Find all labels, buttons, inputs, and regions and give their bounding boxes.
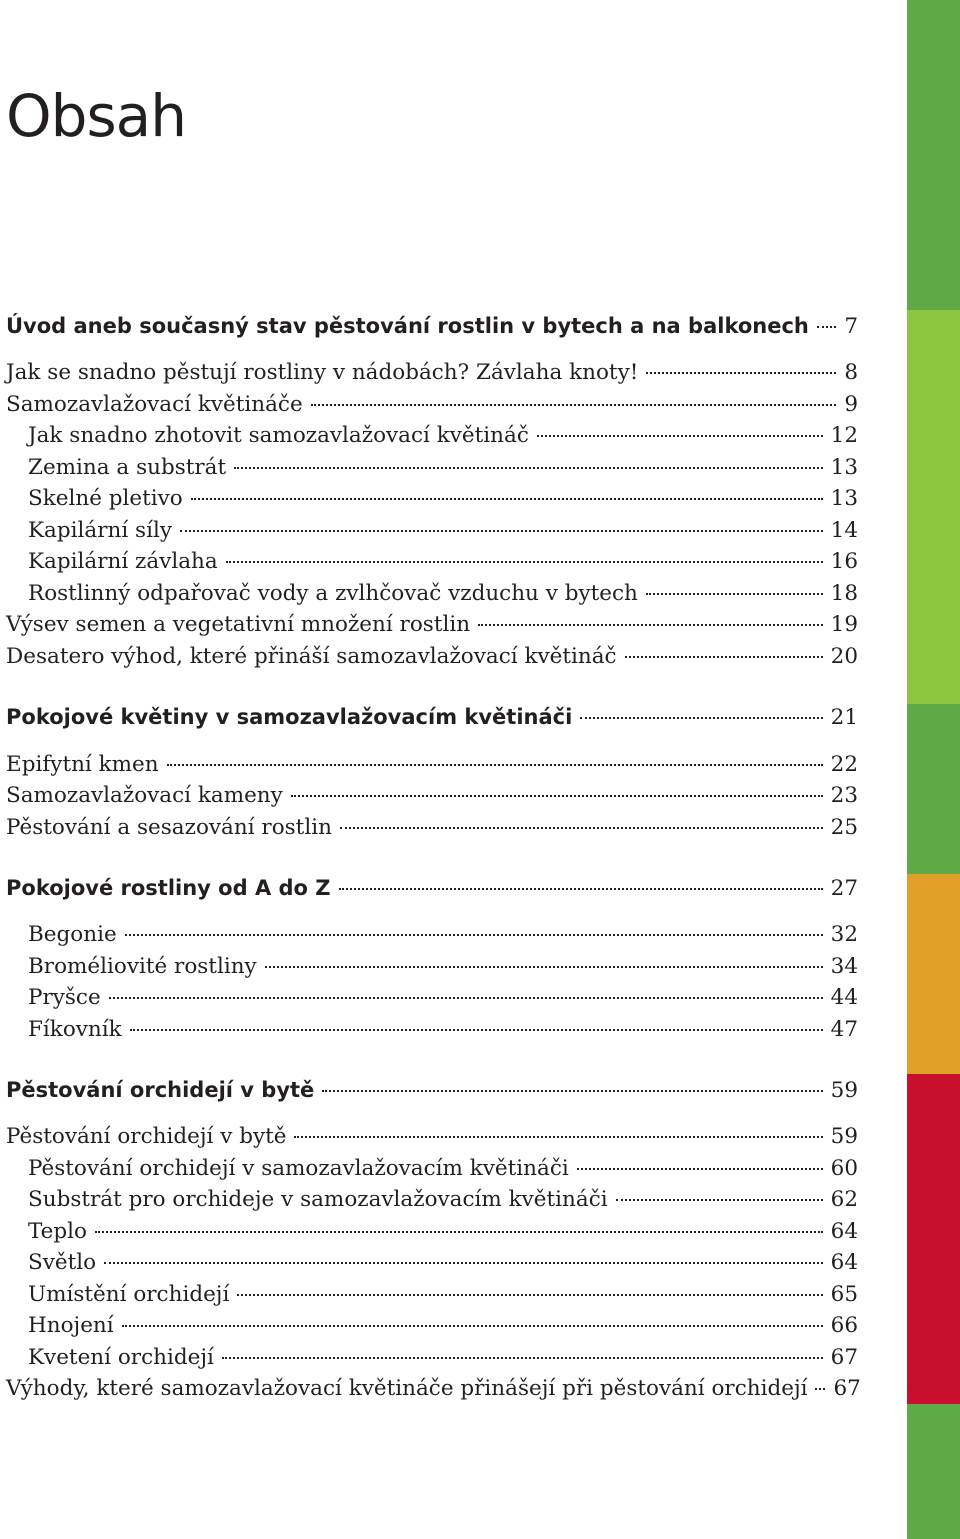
toc-entry-title: Pěstování orchidejí v samozavlažovacím květináči [28, 1156, 569, 1181]
toc-entry [28, 985, 858, 1017]
toc-dot-leader [646, 593, 823, 595]
toc-entry-title: Rostlinný odpařovač vody a zvlhčovač vzduchu v bytech [28, 581, 638, 606]
toc-entry [28, 1219, 858, 1251]
toc-entry [28, 423, 858, 455]
toc-entry [28, 549, 858, 581]
toc-dot-leader [130, 1029, 823, 1031]
toc-dot-leader [167, 764, 823, 766]
toc-dot-leader [234, 467, 823, 469]
toc-dot-leader [265, 966, 823, 968]
toc-dot-leader [109, 997, 823, 999]
toc-entry [28, 455, 858, 487]
toc-chapter-heading [6, 1078, 858, 1110]
toc-chapter-heading [6, 876, 858, 908]
toc-dot-leader [95, 1231, 823, 1233]
toc-entry [28, 1017, 858, 1049]
toc-dot-leader [222, 1357, 823, 1359]
toc-entry-page: 64 [830, 1250, 858, 1275]
toc-dot-leader [580, 717, 822, 719]
toc-entry [6, 783, 858, 815]
toc-entry [28, 1250, 858, 1282]
toc-entry [6, 612, 858, 644]
toc-entry-page: 67 [830, 1345, 858, 1370]
toc-dot-leader [294, 1136, 822, 1138]
toc-entry [28, 922, 858, 954]
toc-entry-page: 13 [830, 486, 858, 511]
toc-entry-page: 13 [830, 455, 858, 480]
toc-entry-page: 18 [830, 581, 858, 606]
toc-dot-leader [104, 1262, 823, 1264]
toc-entry-page: 66 [830, 1313, 858, 1338]
toc-entry-page: 21 [830, 705, 858, 730]
toc-entry-page: 22 [830, 752, 858, 777]
toc-entry-title: Skelné pletivo [28, 486, 183, 511]
toc-dot-leader [616, 1199, 823, 1201]
toc-entry-page: 23 [830, 783, 858, 808]
toc-entry [6, 815, 858, 847]
toc-entry [28, 581, 858, 613]
toc-entry-page: 59 [830, 1124, 858, 1149]
toc-entry-title: Fíkovník [28, 1017, 122, 1042]
toc-entry-title: Umístění orchidejí [28, 1282, 230, 1307]
toc-dot-leader [291, 795, 823, 797]
toc-dot-leader [625, 656, 823, 658]
toc-dot-leader [180, 530, 823, 532]
toc-entry-page: 16 [830, 549, 858, 574]
tab-strip-top [907, 0, 960, 310]
toc-dot-leader [122, 1325, 823, 1327]
toc-dot-leader [339, 888, 823, 890]
toc-entry-page: 19 [830, 612, 858, 637]
toc-entry-title: Výhody, které samozavlažovací květináče přinášejí při pěstování orchidejí [6, 1376, 808, 1401]
toc-entry-title: Pěstování a sesazování rostlin [6, 815, 332, 840]
toc-entry-title: Světlo [28, 1250, 97, 1275]
toc-entry-title: Samozavlažovací kameny [6, 783, 283, 808]
toc-entry [6, 392, 858, 424]
toc-entry-title: Pěstování orchidejí v bytě [6, 1124, 287, 1149]
toc-entry [28, 1156, 858, 1188]
toc-entry [6, 360, 858, 392]
toc-dot-leader [322, 1090, 822, 1092]
tab-strip-bottom [907, 1404, 960, 1539]
toc-entry-title: Substrát pro orchideje v samozavlažovacím květináči [28, 1187, 608, 1212]
toc-dot-leader [646, 372, 836, 374]
page-title: Obsah [6, 82, 186, 150]
toc-dot-leader [191, 498, 823, 500]
toc-entry-page: 20 [830, 644, 858, 669]
toc-entry [28, 954, 858, 986]
toc-entry-page: 62 [830, 1187, 858, 1212]
toc-entry [6, 644, 858, 676]
toc-entry-title: Epifytní kmen [6, 752, 159, 777]
toc-entry-page: 9 [844, 392, 858, 417]
chapter-number-3: 3 [884, 872, 908, 912]
toc-entry [28, 518, 858, 550]
toc-dot-leader [226, 561, 823, 563]
toc-entry [6, 1124, 858, 1156]
toc-entry [28, 486, 858, 518]
toc-entry-title: Pokojové rostliny od A do Z [6, 876, 331, 900]
toc-dot-leader [537, 435, 823, 437]
toc-entry-title: Desatero výhod, které přináší samozavlažovací květináč [6, 644, 617, 669]
toc-entry-title: Jak se snadno pěstují rostliny v nádobách? Závlaha knoty! [6, 360, 639, 385]
toc-entry-title: Broméliovité rostliny [28, 954, 257, 979]
toc-entry [28, 1313, 858, 1345]
toc-entry-page: 34 [830, 954, 858, 979]
toc-entry [6, 752, 858, 784]
toc-entry-page: 47 [830, 1017, 858, 1042]
toc-entry-title: Hnojení [28, 1313, 114, 1338]
toc-dot-leader [478, 624, 823, 626]
toc-entry-title: Kapilární závlaha [28, 549, 218, 574]
toc-entry-page: 12 [830, 423, 858, 448]
toc-entry-page: 32 [830, 922, 858, 947]
toc-entry-page: 65 [830, 1282, 858, 1307]
toc-entry-page: 44 [830, 985, 858, 1010]
toc-dot-leader [125, 934, 823, 936]
chapter-tab-4 [907, 1074, 960, 1404]
toc-entry-title: Kvetení orchidejí [28, 1345, 214, 1370]
toc-entry-title: Pryšce [28, 985, 101, 1010]
toc-entry-title: Kapilární síly [28, 518, 172, 543]
toc-entry-title: Zemina a substrát [28, 455, 227, 480]
toc-entry-title: Pokojové květiny v samozavlažovacím květináči [6, 705, 573, 729]
toc-entry-page: 14 [830, 518, 858, 543]
toc-entry-page: 67 [833, 1376, 861, 1401]
toc-entry [28, 1345, 858, 1377]
chapter-number-4: 4 [884, 1074, 908, 1114]
toc-entry-title: Pěstování orchidejí v bytě [6, 1078, 315, 1102]
toc-dot-leader [311, 404, 837, 406]
toc-entry-title: Úvod aneb současný stav pěstování rostlin v bytech a na balkonech [6, 314, 809, 338]
toc-dot-leader [577, 1168, 823, 1170]
toc-entry-title: Jak snadno zhotovit samozavlažovací květináč [28, 423, 529, 448]
toc-dot-leader [817, 326, 836, 328]
toc-entry-title: Teplo [28, 1219, 87, 1244]
toc-entry-page: 64 [830, 1219, 858, 1244]
chapter-tab-strip [907, 0, 960, 1539]
toc-entry-page: 25 [830, 815, 858, 840]
chapter-number-1: 1 [884, 308, 908, 348]
toc-entry [28, 1282, 858, 1314]
toc-entry-page: 8 [844, 360, 858, 385]
toc-entry [6, 1376, 861, 1408]
chapter-number-2: 2 [884, 700, 908, 740]
toc-entry-page: 7 [844, 314, 858, 339]
toc-dot-leader [815, 1388, 825, 1390]
toc-entry-page: 27 [830, 876, 858, 901]
toc-dot-leader [237, 1294, 822, 1296]
toc-entry-title: Begonie [28, 922, 117, 947]
toc-entry-title: Samozavlažovací květináče [6, 392, 303, 417]
toc-entry-page: 59 [830, 1078, 858, 1103]
toc-entry-page: 60 [830, 1156, 858, 1181]
toc-chapter-heading [6, 314, 858, 346]
toc-entry-title: Výsev semen a vegetativní množení rostlin [6, 612, 471, 637]
chapter-tab-1 [907, 310, 960, 704]
toc-entry [28, 1187, 858, 1219]
toc-chapter-heading [6, 705, 858, 737]
toc-dot-leader [340, 827, 823, 829]
